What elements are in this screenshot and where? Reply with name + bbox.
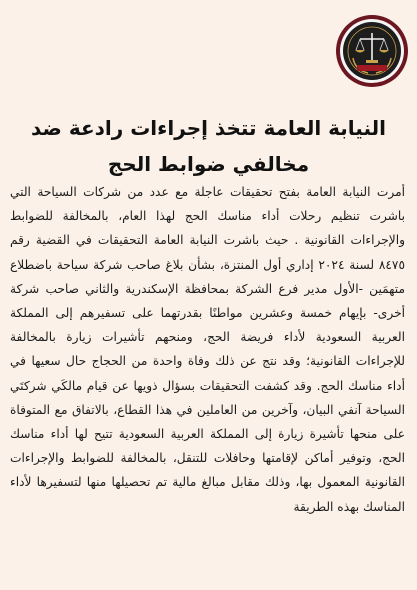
article-headline: النيابة العامة تتخذ إجراءات رادعة ضد مخالفي ضوابط الحج bbox=[30, 116, 387, 176]
article-body: أمرت النيابة العامة بفتح تحقيقات عاجلة مع عدد من شركات السياحة التي باشرت تنظيم رحلات أداء مناسك الحج لهذا العام، بالمخالفة للضوابط والإجراءات القانونية . حيث باشرت النيابة العامة التحقيقات في القضية رقم ٨٤٧٥ لسنة ٢٠٢٤ إداري أول المنتزة، بشأن بلاغ صاحب شركة سياحة باضطلاع متهمَين -الأول مدير فرع الشركة بمحافظة الإسكندرية والثاني صاحب شركة أخرى- بإيهام خمسة وعشرين مواطنًا بقدرتهما على تسفيرهم إلى المملكة العربية السعودية لأداء فريضة الحج، ومنحهم تأشيرات زيارة بالمخالفة للإجراءات القانونية؛ وقد نتج عن ذلك وفاة واحدة من الحجاج حال سعيها في أداء مناسك الحج. وقد كشفت التحقيقات بسؤال ذويها عن قيام مالكَي شركتَي السياحة آنفي البيان، وآخرين من العاملين في هذا القطاع، بالاتفاق مع المتوفاة على منحها تأشيرة زيارة إلى المملكة العربية السعودية تتيح لها أداء مناسك الحج، وتوفير أماكن لإقامتها وحافلات للتنقل، بالمخالفة للضوابط والإجراءات القانونية المعمول بها، وذلك مقابل مبالغ مالية تم تحصيلها منها لتسفيرها لأداء المناسك بهذه الطريقة bbox=[10, 185, 405, 514]
public-prosecution-emblem-icon bbox=[335, 14, 409, 88]
